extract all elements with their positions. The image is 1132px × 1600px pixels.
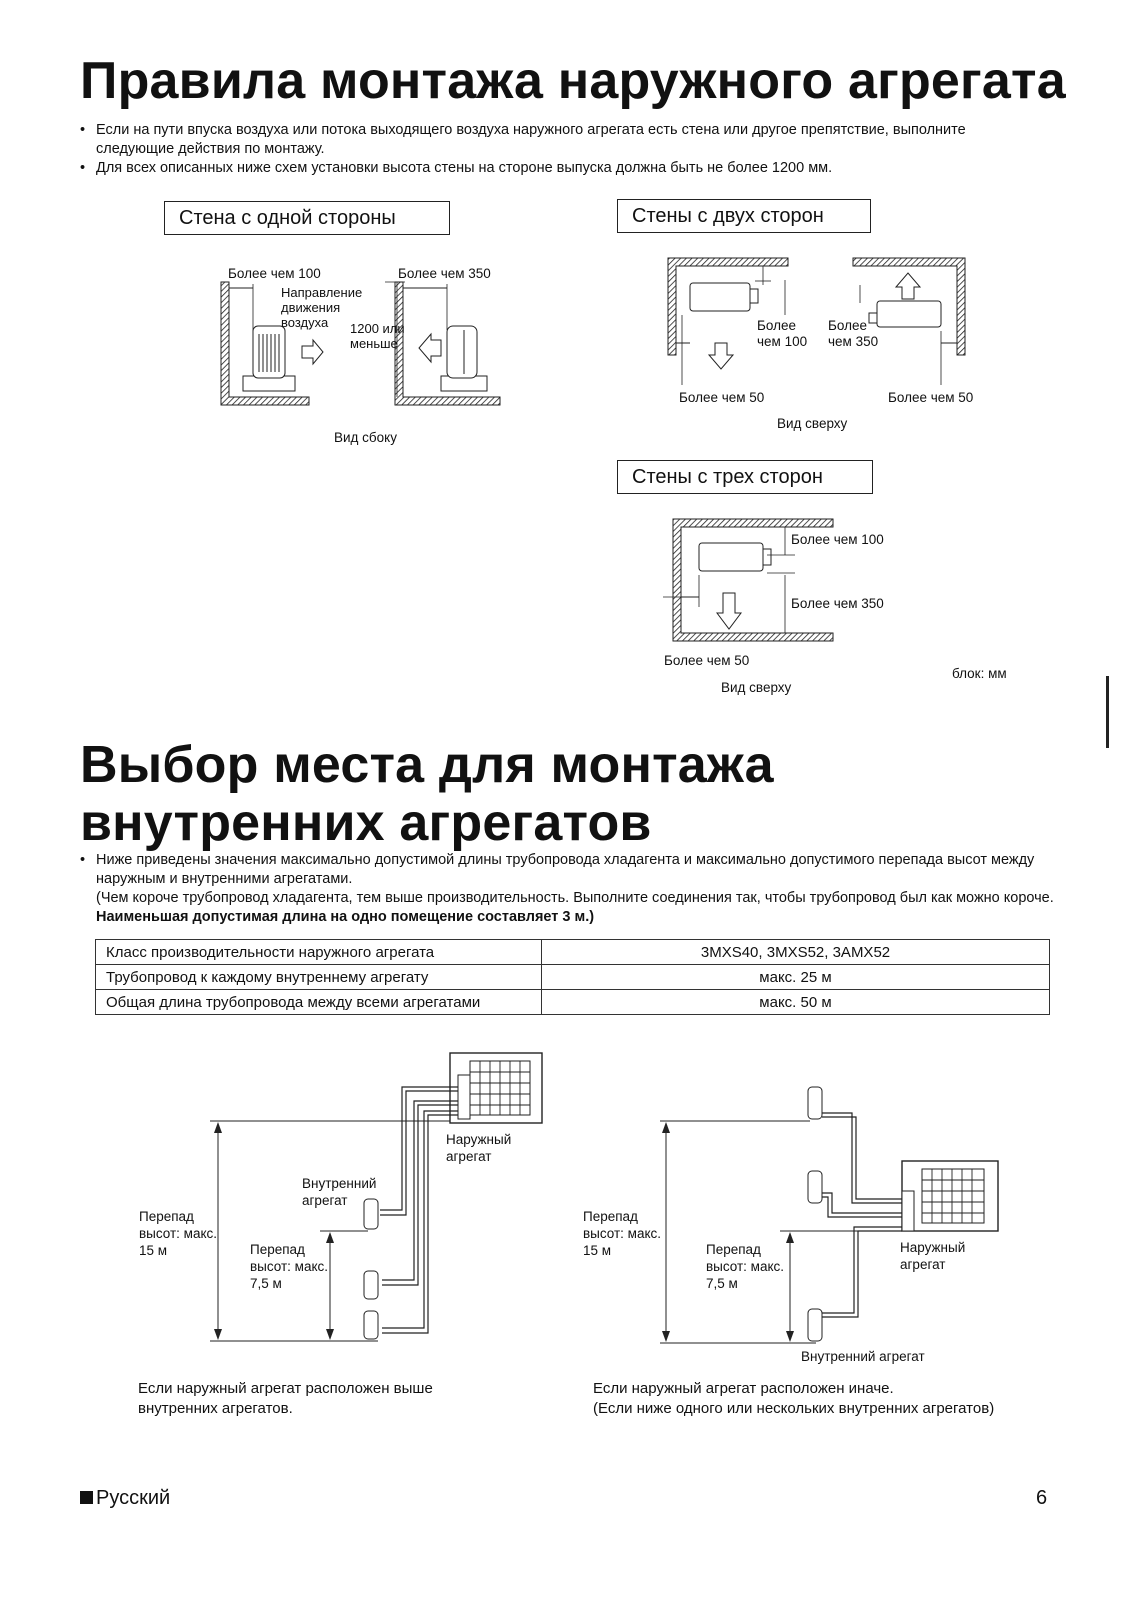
table-cell-value: макс. 50 м — [542, 990, 1050, 1015]
page-number: 6 — [1036, 1487, 1048, 1509]
view-top-label-1: Вид сверху — [777, 416, 848, 431]
fig-right-outdoor-label: Наружный агрегат — [900, 1240, 966, 1272]
fig-left-caption-line2: внутренних агрегатов. — [138, 1400, 293, 1417]
table-cell-label: Класс производительности наружного агрегата — [96, 940, 542, 965]
dim-one-side-350: Более чем 350 — [398, 266, 491, 281]
fig-left-caption-line1: Если наружный агрегат расположен выше — [138, 1380, 433, 1397]
unit-label: блок: мм — [952, 666, 1007, 681]
dim-two-sides-350: Более чем 350 — [828, 318, 879, 349]
section2-bullets — [80, 851, 1055, 927]
table-row — [96, 940, 1050, 965]
fig-left-indoor-label: Внутренний агрегат — [302, 1176, 377, 1208]
section2-title-line2: внутренних агрегатов — [80, 794, 652, 852]
airflow-label: Направление движения воздуха — [281, 285, 363, 330]
fig-right-height-total: Перепад высот: макс. 15 м — [583, 1209, 662, 1258]
fig-left-outdoor-label: Наружный агрегат — [446, 1132, 512, 1164]
dim-two-sides-100: Более чем 100 — [757, 318, 808, 349]
table-cell-value: макс. 25 м — [542, 965, 1050, 990]
bullet-1: • Если на пути впуска воздуха или потока выходящего воздуха наружного агрегата есть стена или другое препятствие, выполните следующие действия по монтажу. — [80, 121, 1040, 159]
label-two-side-walls: Стены с двух сторон — [617, 199, 871, 233]
section2-note-bold: Наименьшая допустимая длина на одно помещение составляет 3 м.) — [96, 909, 595, 925]
view-top-label-2: Вид сверху — [721, 680, 792, 695]
fig-left-height-indoor: Перепад высот: макс. 7,5 м — [250, 1242, 329, 1291]
figure-outdoor-other — [640, 1075, 1010, 1350]
fig-right-height-indoor: Перепад высот: макс. 7,5 м — [706, 1242, 785, 1291]
fig-right-caption — [593, 1379, 1063, 1419]
height-1200-label: 1200 или меньше — [350, 321, 405, 351]
table-row — [96, 965, 1050, 990]
table-cell-label: Трубопровод к каждому внутреннему агрегату — [96, 965, 542, 990]
dim-three-sides-350: Более чем 350 — [791, 596, 884, 611]
label-three-side-walls: Стены с трех сторон — [617, 460, 873, 494]
edge-tab-marker — [1106, 676, 1109, 748]
square-bullet-icon — [80, 1491, 93, 1504]
view-side-label: Вид сбоку — [334, 430, 397, 445]
footer-language-label: Русский — [96, 1487, 171, 1509]
spec-table — [95, 939, 1050, 1015]
fig-right-caption-line1: Если наружный агрегат расположен иначе. — [593, 1380, 894, 1397]
footer-language — [80, 1486, 170, 1510]
section2-note-text: (Чем короче трубопровод хладагента, тем выше производительность. Выполните соединения так, чтобы трубопровод был как можно короче. — [96, 890, 1054, 906]
fig-right-caption-line2: (Если ниже одного или нескольких внутренних агрегатов) — [593, 1400, 995, 1417]
section2-title — [80, 736, 774, 852]
dim-two-sides-50-left: Более чем 50 — [679, 390, 765, 405]
section1-title: Правила монтажа наружного агрегата — [80, 52, 1066, 110]
dim-one-side-100: Более чем 100 — [228, 266, 321, 281]
section1-bullets — [80, 121, 1040, 178]
dim-three-sides-100: Более чем 100 — [791, 532, 884, 547]
fig-left-height-total: Перепад высот: макс. 15 м — [139, 1209, 218, 1258]
table-cell-label: Общая длина трубопровода между всеми агрегатами — [96, 990, 542, 1015]
table-row — [96, 990, 1050, 1015]
diagram-two-side-walls — [655, 255, 985, 390]
section2-title-line1: Выбор места для монтажа — [80, 736, 774, 794]
dim-three-sides-50: Более чем 50 — [664, 653, 750, 668]
label-one-side-wall: Стена с одной стороны — [164, 201, 450, 235]
bullet-2: • Для всех описанных ниже схем установки высота стены на стороне выпуска должна быть не более 1200 мм. — [80, 159, 1040, 178]
section2-bullet: • Ниже приведены значения максимально допустимой длины трубопровода хладагента и максимально допустимого перепада высот между наружным и внутренними агрегатами. — [80, 851, 1055, 889]
dim-two-sides-50-right: Более чем 50 — [888, 390, 974, 405]
section2-note — [80, 889, 1055, 927]
table-cell-value: 3MXS40, 3MXS52, 3AMX52 — [542, 940, 1050, 965]
fig-right-indoor-label: Внутренний агрегат — [801, 1349, 925, 1364]
fig-left-caption — [138, 1379, 518, 1419]
